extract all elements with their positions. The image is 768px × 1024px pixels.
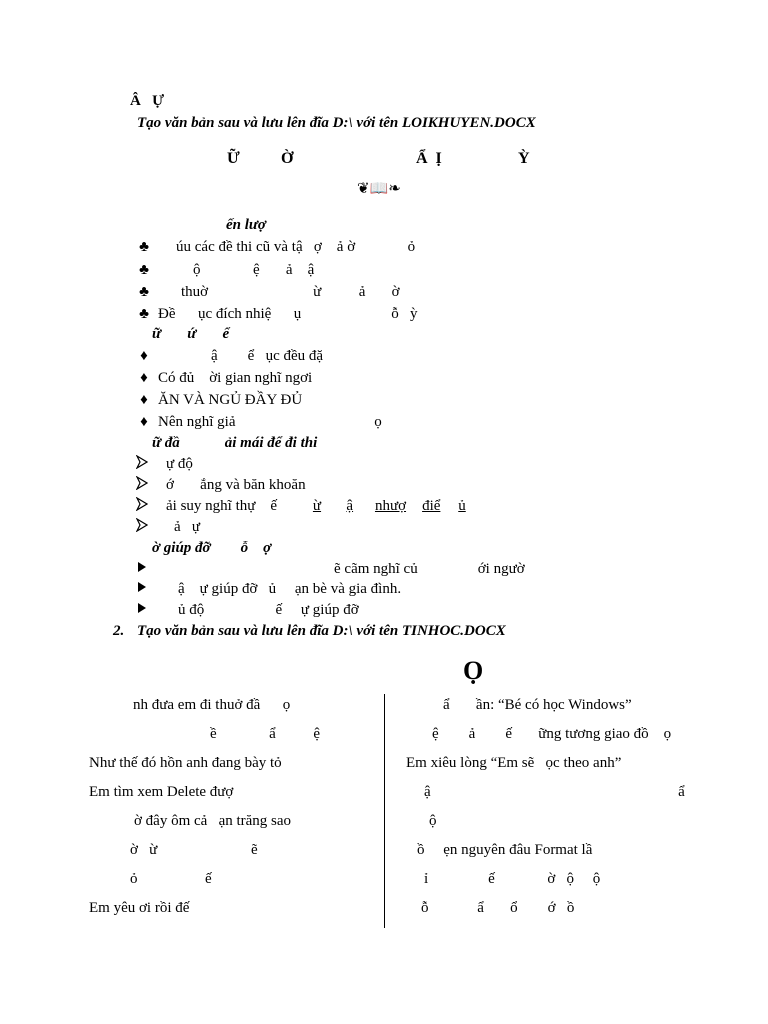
fill-blank: nhượ	[374, 498, 407, 514]
list-item: ẽ cãm nghĩ củ ới ngườ	[334, 561, 525, 577]
group-3-heading: ữ đầ ải mái để đi thi	[152, 435, 318, 451]
group-4-heading: ờ giúp đỡ ỗ ợ	[152, 540, 272, 556]
poem-left-line: ờ đây ôm cả ạn trăng sao	[134, 813, 292, 829]
poem-right-line: ệ ả ế ững tương giao đồ ọ	[432, 726, 672, 742]
group-2-heading: ữ ứ ể	[152, 326, 230, 342]
solid-arrow-bullet-icon	[134, 560, 150, 578]
poem-left-line: ỏ ế	[130, 871, 212, 887]
task-2-number: 2.	[113, 623, 125, 639]
poem-right-line: ậ ẩ	[424, 784, 685, 800]
poem-left-line: Em yêu ơi rồi đế	[89, 900, 190, 916]
club-bullet-icon: ♣	[139, 239, 149, 255]
doc-title-part-4: Ỳ	[518, 150, 530, 167]
doc-title-part-3: Ẩ Ị	[416, 150, 442, 167]
poem-left-line: Như thế đó hồn anh đang bày tỏ	[89, 755, 282, 771]
fill-blank: điể	[422, 498, 441, 514]
list-item: ủ độ ế ự giúp đỡ	[178, 602, 359, 618]
diamond-bullet-icon: ♦	[140, 370, 148, 386]
list-item: Có đủ ời gian nghĩ ngơi	[158, 370, 313, 386]
poem-right-line: Em xiêu lòng “Em sẽ ọc theo anh”	[406, 755, 622, 771]
list-item: ự độ	[166, 456, 193, 472]
list-item: ả ự	[174, 519, 201, 535]
fill-blank: ủ	[458, 498, 466, 514]
list-item: thuờ ừ ả ờ	[181, 284, 400, 300]
poem-left-line: nh đưa em đi thuở đầ ọ	[133, 697, 291, 713]
doc-title-part-2: Ờ	[281, 150, 294, 167]
diamond-bullet-icon: ♦	[140, 414, 148, 430]
fill-blank: ừ	[312, 498, 322, 514]
poem-right-line: ẩ ần: “Bé có học Windows”	[443, 697, 632, 713]
poem-left-line: ề ẩ ệ	[210, 726, 320, 742]
group-1-heading: ến lượ	[226, 217, 266, 233]
fill-blank-row	[304, 497, 511, 515]
poem-right-line: ồ ẹn nguyên đâu Format lầ	[417, 842, 593, 858]
list-item: ớ ắng và băn khoăn	[166, 477, 306, 493]
solid-arrow-bullet-icon	[134, 601, 150, 619]
poem-right-line: ỗ ẩ ổ ớ ồ	[421, 900, 575, 916]
list-item: ậ ự giúp đỡ ủ ạn bè và gia đình.	[178, 581, 402, 597]
list-item: Đề ục đích nhiệ ụ ỗ ỳ	[158, 306, 418, 322]
solid-arrow-bullet-icon	[134, 580, 150, 598]
list-item: ậ ể ục đều đặ	[211, 348, 324, 364]
club-bullet-icon: ♣	[139, 306, 149, 322]
doc-title-part-1: Ữ	[227, 150, 240, 167]
list-item: ĂN VÀ NGỦ ĐẦY ĐỦ	[158, 392, 303, 408]
diamond-bullet-icon: ♦	[140, 348, 148, 364]
outline-arrow-bullet-icon	[134, 518, 150, 537]
list-item: ộ ệ ả ậ	[193, 262, 315, 278]
outline-arrow-bullet-icon	[134, 455, 150, 474]
list-item: Nên nghĩ giả ọ	[158, 414, 382, 430]
club-bullet-icon: ♣	[139, 284, 149, 300]
fill-blank: ậ	[346, 498, 354, 514]
poem-right-line: ộ	[429, 813, 437, 829]
outline-arrow-bullet-icon	[134, 476, 150, 495]
club-bullet-icon: ♣	[139, 262, 149, 278]
outline-arrow-bullet-icon	[134, 497, 150, 516]
list-item: úu các đề thi cũ và tậ ợ ả ờ ỏ	[176, 239, 416, 255]
poem-right-line: ỉ ế ờ ộ ộ	[424, 871, 601, 887]
task-1-instruction: Tạo văn bản sau và lưu lên đĩa D:\ với tên LOIKHUYEN.DOCX	[137, 115, 536, 131]
ornament-icon: ❦📖❧	[357, 181, 401, 197]
poem-title: Ọ	[463, 656, 484, 685]
diamond-bullet-icon: ♦	[140, 392, 148, 408]
column-divider	[384, 694, 385, 928]
section-heading: Â Ự	[130, 93, 165, 109]
task-2-instruction: Tạo văn bản sau và lưu lên đĩa D:\ với tên TINHOC.DOCX	[137, 623, 506, 639]
poem-left-line: ờ ừ ẽ	[130, 842, 258, 858]
list-item: ải suy nghĩ thự ế	[166, 498, 278, 514]
poem-left-line: Em tìm xem Delete đượ	[89, 784, 234, 800]
